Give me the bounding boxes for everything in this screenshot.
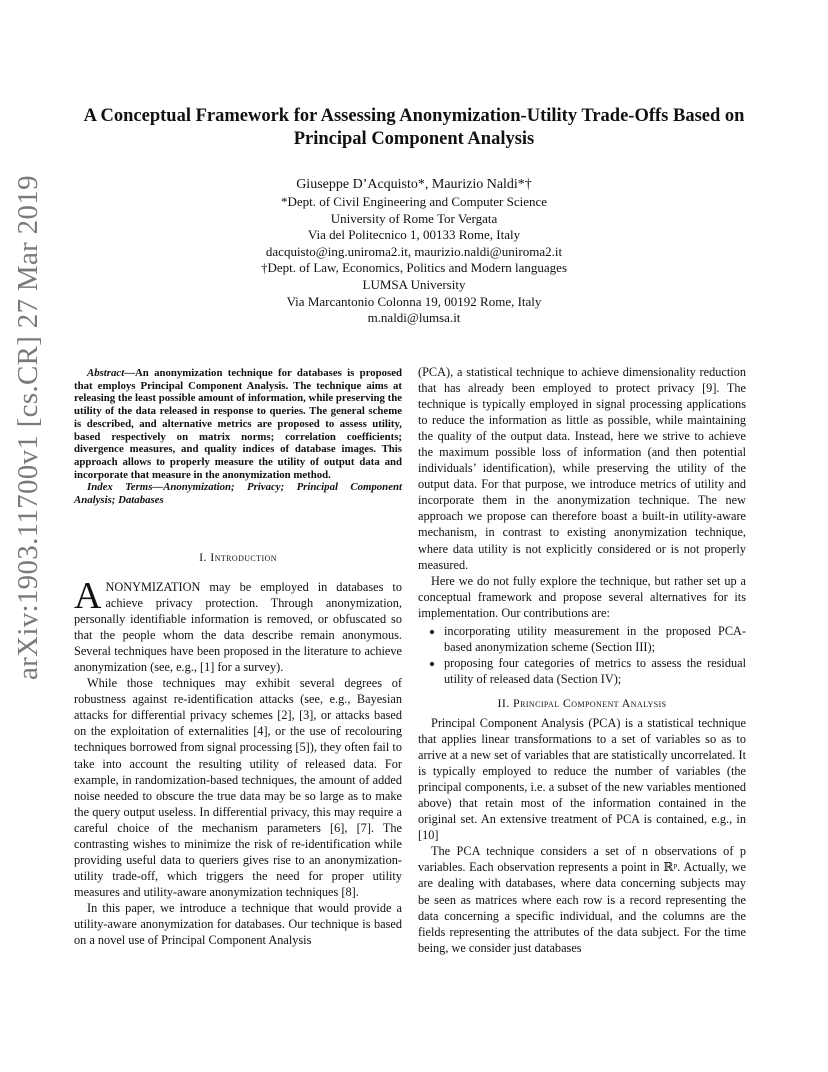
section-heading-pca: II. Principal Component Analysis [497,695,667,710]
affiliation-line: University of Rome Tor Vergata [330,210,498,226]
section-heading-introduction: I. Introduction [199,550,277,564]
email-line: dacquisto@ing.uniroma2.it, maurizio.naldi@uniroma2.it [265,243,563,259]
list-item: • incorporating utility measurement in the proposed PCA-based anonymization scheme (Section III); [444,623,746,655]
pca-paragraph: Principal Component Analysis (PCA) is a statistical technique that applies linear transformations to a set of variables so as to arrive at a new set of variables that are statistically uncorrelated. It is typically employed to reduce the number of variables (the principal components, i.e. a subset of the new variables mentioned above) that retain most of the information contained in the original set. An extensive treatment of PCA is contained, e.g., in [10] [418,715,746,843]
author-block [120,176,708,327]
paper-title: A Conceptual Framework for Assessing Anonymization-Utility Trade-Offs Based on Principal Component Analysis [83,106,745,149]
pca-paragraph: The PCA technique considers a set of n observations of p variables. Each observation represents a point in ℝᵖ. Actually, we are dealing with databases, where data concerning subjects may be seen as matrices where each row is a record representing the data concerning a specific individual, and the columns are the fields representing the attributes of the data subject. For the time being, we consider just databases [418,844,746,955]
abstract-text: —An anonymization technique for databases is proposed that employs Principal Component Analysis. The technique aims at releasing the least possible amount of information, while preserving the utility of the data released in response to queries. The general scheme is described, and alternative metrics are proposed to assess utility, based respectively on matrix norms; correlation coefficients; divergence measures, and quality indices of database images. This approach allows to properly measure the utility of output data and incorporate that measure in the anonymization method. [74,367,402,481]
right-column [418,364,746,956]
affiliation-line: †Dept. of Law, Economics, Politics and Modern languages [260,260,568,276]
contributions-list [418,623,746,687]
intro-paragraph: While those techniques may exhibit several degrees of robustness against re-identification attacks (see, e.g., Bayesian attacks for differential privacy schemes [2], [3], or attacks based on the exploitation of externalities [4], or the use of recolouring techniques borrowed from signal processing [5]), they often fail to take into account the resulting utility of released data. For example, in randomization-based techniques, the amount of added noise needed to obscure the true data may be so large as to make the query output useless. In differential privacy, this may require a careful choice of the mechanism parameters [6], [7]. The contrasting wishes to minimize the risk of re-identification while providing useful data to queriers gives rise to an anonymization-utility trade-off, which triggers the need for proper utility measures and utility-aware anonymization techniques [8]. [74,676,402,899]
author-names: Giuseppe D’Acquisto*, Maurizio Naldi*† [296,177,532,192]
intro-paragraph: In this paper, we introduce a technique that would provide a utility-aware anonymization for databases. Our technique is based on a novel use of Principal Component Analysis [74,900,402,948]
affiliation-line: *Dept. of Civil Engineering and Computer Science [280,194,548,209]
abstract [74,367,402,507]
intro-paragraph: NONYMIZATION may be employed in databases to achieve privacy protection. Through anonymization, personally identifiable information is removed, or obfuscated so that the people whom the data describe remain anonymous. Several techniques have been proposed in the literature to achieve anonymization (see, e.g., [1] for a survey). [74,580,402,675]
intro-paragraph: (PCA), a statistical technique to achieve dimensionality reduction that has already been employed to protect privacy [9]. The technique is typically employed in signal processing applications to reduce the information as little as possible, while maintaining the quality of the output data. Instead, here we strive to achieve the maximum possible loss of information (and then potential individuals’ identification), while preserving the utility of the output data. For that purpose, we introduce metrics of utility and incorporate them in the anonymization technique. The new approach we propose can therefore boast a built-in utility-aware mechanism, in contrast to existing anonymization technique, where data utility is not explicitly considered or is not properly measured. [418,365,746,572]
intro-paragraph: Here we do not fully explore the technique, but rather set up a conceptual framework and propose several alternatives for its implementation. Our contributions are: [418,573,746,620]
arxiv-identifier: arXiv:1903.11700v1 [cs.CR] 27 Mar 2019 [12,175,44,680]
index-terms-text: —Anonymization; Privacy; Principal Component Analysis; Databases [74,481,402,507]
list-item: • proposing four categories of metrics to assess the residual utility of released data (Section IV); [444,655,746,687]
affiliation-line: Via del Politecnico 1, 00133 Rome, Italy [307,227,521,243]
index-terms-label: Index Terms [87,481,153,494]
affiliation-line: LUMSA University [362,276,466,292]
dropcap-letter: A [74,575,102,617]
email-line: m.naldi@lumsa.it [367,310,461,326]
abstract-label: Abstract [87,367,125,379]
affiliation-line: Via Marcantonio Colonna 19, 00192 Rome, Italy [286,293,542,309]
left-column [74,575,402,948]
